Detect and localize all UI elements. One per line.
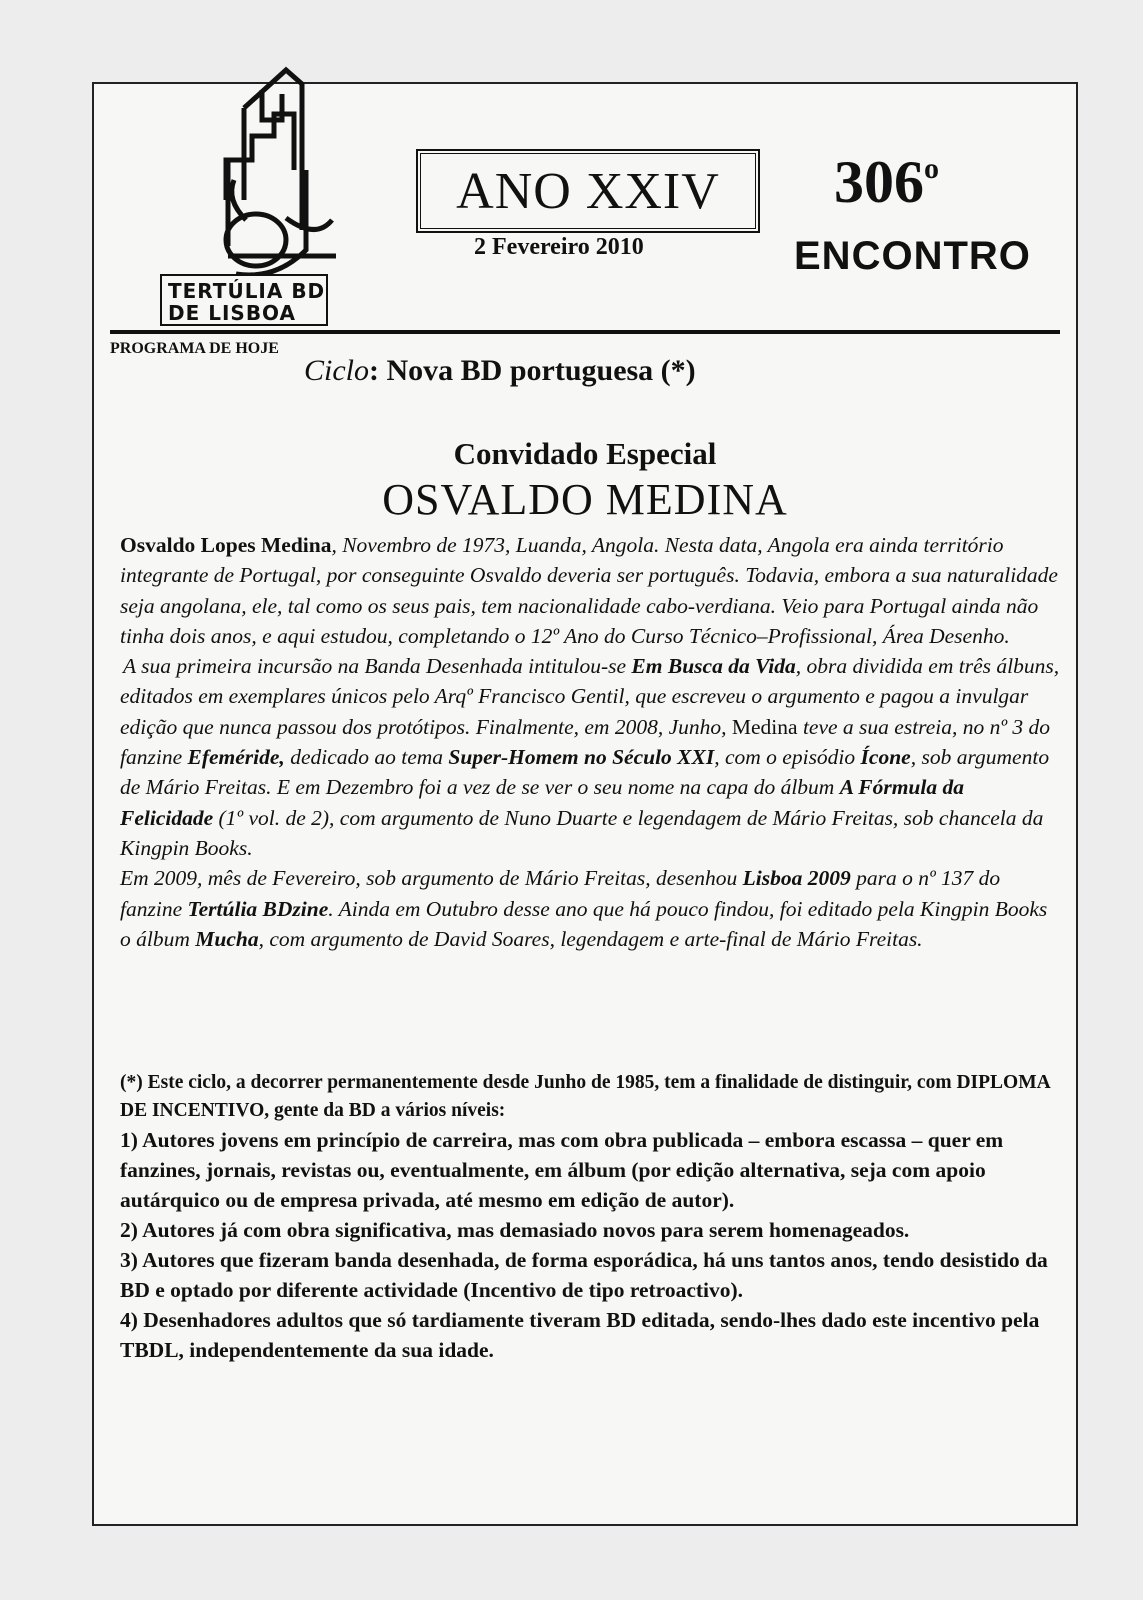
bio-text: teve a sua estreia, no nº 3 do fanzine xyxy=(120,714,1051,770)
bio-title: Super-Homem no Século XXI xyxy=(448,745,715,770)
footnote-item: 1) Autores jovens em princípio de carreira, mas com obra publicada – embora escassa – quer em fanzines, jornais, revistas ou, eventualmente, em álbum (por edição alternativa, seja com apoio autárquico ou de empresa privada, até mesmo em edição de autor). xyxy=(120,1128,1004,1212)
bio-text: (1º vol. de 2), com argumento de Nuno Duarte e legendagem de Mário Freitas, sob chancela da Kingpin Books. xyxy=(120,805,1044,860)
meeting-number xyxy=(834,148,939,217)
footnote-item: 4) Desenhadores adultos que só tardiamente tiveram BD editada, sendo-lhes dado este incentivo pela TBDL, independentemente da sua idade. xyxy=(120,1308,1040,1362)
bio-text: . Ainda em Outubro desse ano que há pouco findou, foi editado pela Kingpin Books o álbum xyxy=(120,896,1048,951)
logo-wordmark xyxy=(160,274,328,326)
ordinal-suffix: o xyxy=(924,152,939,185)
bio-title: Em Busca da Vida xyxy=(631,654,796,679)
bio-title: Lisboa 2009 xyxy=(742,866,851,891)
guest-name: OSVALDO MEDINA xyxy=(382,475,788,524)
bio-text: , com argumento de David Soares, legendagem e arte-final de Mário Freitas. xyxy=(258,926,923,951)
encontro-label: ENCONTRO xyxy=(794,234,1031,278)
bio-title: A Fórmula da Felicidade xyxy=(120,775,964,830)
bio-text: , Novembro de 1973, Luanda, Angola. Nesta data, Angola era ainda território integrante de Portugal, por conseguinte Osvaldo deveria ser português. Todavia, embora a sua naturalidade seja angolana, ele, tal como os seus pais, tem nacionalidade cabo-verdiana. Veio para Portugal ainda não tinha dois anos, e aqui estudou, completando o 12º Ano do Curso Técnico–Profissional, Área Desenho. xyxy=(120,533,1058,648)
cycle-footnote xyxy=(120,1069,1060,1365)
bio-text: para o nº 137 do fanzine xyxy=(120,866,1001,921)
programa-label: PROGRAMA DE HOJE xyxy=(110,340,279,357)
bio-title: Mucha xyxy=(195,926,259,951)
bio-paragraph-2 xyxy=(120,651,1060,863)
bio-text: , sob argumento de Mário Freitas. E em Dezembro foi a vez de se ver o seu nome na capa do álbum xyxy=(120,745,1050,800)
logo-line-1: TERTÚLIA BD xyxy=(168,279,326,303)
header-divider xyxy=(110,330,1060,334)
bio-title: Tertúlia BDzine xyxy=(187,896,329,921)
bio-text: , obra dividida em três álbuns, editados em exemplares únicos pelo Arqº Francisco Gentil, que escreveu o argumento e pagou a invulgar edição que nunca passou dos protótipos. Finalmente, em 2008, Junho, xyxy=(120,654,1060,739)
cycle-title xyxy=(304,354,696,388)
year-box xyxy=(416,149,760,233)
bio-paragraph-1 xyxy=(120,530,1060,651)
year-label: ANO XXIV xyxy=(456,162,720,220)
bio-text: , com o episódio xyxy=(714,745,861,770)
meeting-date: 2 Fevereiro 2010 xyxy=(474,234,644,260)
logo-line-2: DE LISBOA xyxy=(168,301,297,325)
bio-text: Em 2009, mês de Fevereiro, sob argumento de Mário Freitas, desenhou xyxy=(120,866,743,891)
bio-full-name: Osvaldo Lopes Medina xyxy=(120,533,332,557)
bio-title: Ícone xyxy=(860,745,911,770)
footnote-item: 3) Autores que fizeram banda desenhada, de forma esporádica, há uns tantos anos, tendo desistido da BD e optado por diferente actividade (Incentivo de tipo retroactivo). xyxy=(120,1248,1048,1302)
programme-sheet xyxy=(92,82,1078,1526)
meeting-number-value: 306 xyxy=(834,149,924,215)
bio-text: A sua primeira incursão na Banda Desenhada intitulou-se xyxy=(123,654,632,679)
special-guest-label: Convidado Especial xyxy=(453,436,717,471)
footnote-item: 2) Autores já com obra significativa, mas demasiado novos para serem homenageados. xyxy=(120,1218,910,1242)
bio-medina: Medina xyxy=(731,714,798,739)
cycle-label: Ciclo xyxy=(304,354,369,387)
cycle-text: : Nova BD portuguesa (*) xyxy=(369,354,696,387)
bio-text: dedicado ao tema xyxy=(284,745,449,770)
bio-paragraph-3 xyxy=(120,863,1060,954)
bio-title: Efeméride, xyxy=(187,745,285,770)
guest-biography xyxy=(120,530,1060,954)
footnote-intro: (*) Este ciclo, a decorrer permanentemente desde Junho de 1985, tem a finalidade de distinguir, com DIPLOMA DE INCENTIVO, gente da BD a vários níveis: xyxy=(120,1072,1050,1121)
